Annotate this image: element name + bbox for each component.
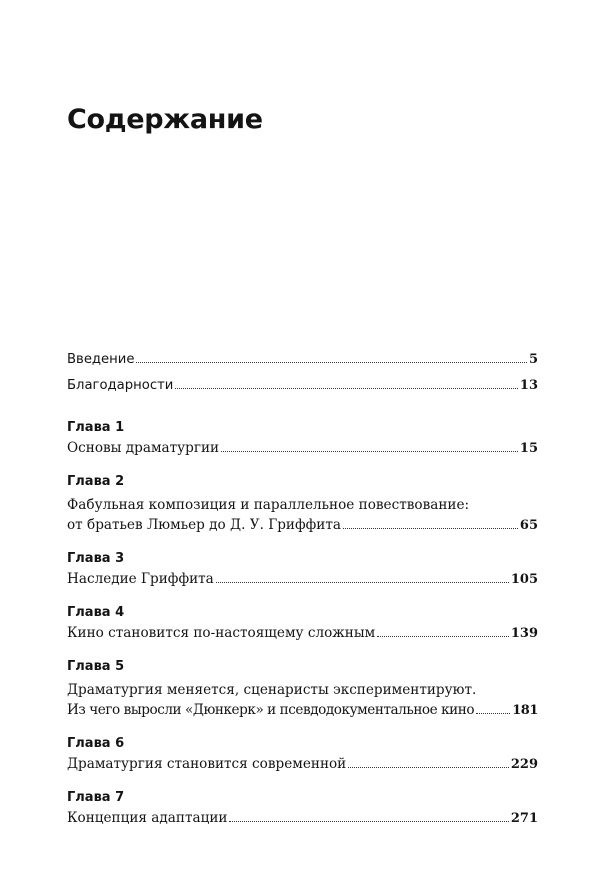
toc-page-number: 139 xyxy=(510,626,538,641)
dot-leader xyxy=(175,388,518,389)
toc-page-number: 229 xyxy=(510,757,538,772)
dot-leader xyxy=(229,821,508,822)
chapter-title: от братьев Люмьер до Д. У. Гриффита xyxy=(67,517,341,533)
table-of-contents xyxy=(67,352,538,840)
toc-chapter-title-row xyxy=(67,517,538,540)
chapter-label: Глава 7 xyxy=(67,790,125,805)
chapter-title: Кино становится по-настоящему сложным xyxy=(67,625,376,641)
toc-chapter-1[interactable] xyxy=(67,416,538,463)
toc-page-number: 65 xyxy=(519,518,538,533)
chapter-label: Глава 6 xyxy=(67,736,125,751)
chapter-label: Глава 3 xyxy=(67,551,125,566)
toc-entry-acknowledgements[interactable] xyxy=(67,378,538,404)
toc-chapter-title-row xyxy=(67,440,538,463)
toc-chapter-5[interactable] xyxy=(67,655,538,725)
chapter-title: Наследие Гриффита xyxy=(67,571,214,587)
toc-chapter-title-row xyxy=(67,756,538,779)
chapter-title: Из чего выросли «Дюнкерк» и псевдодокументальное кино xyxy=(67,702,475,718)
page-title: Содержание xyxy=(67,104,263,135)
dot-leader xyxy=(136,362,526,363)
toc-page-number: 13 xyxy=(519,378,538,393)
chapter-title: Основы драматургии xyxy=(67,440,220,456)
toc-page-number: 271 xyxy=(510,811,538,826)
toc-entry-label: Благодарности xyxy=(67,378,174,393)
chapter-title-line: Драматургия меняется, сценаристы экспериментируют. xyxy=(67,682,477,698)
toc-chapter-6[interactable] xyxy=(67,732,538,779)
dot-leader xyxy=(221,451,518,452)
chapter-label: Глава 2 xyxy=(67,474,125,489)
toc-chapter-title-row xyxy=(67,571,538,594)
toc-page-number: 5 xyxy=(528,352,538,367)
toc-page-number: 181 xyxy=(512,703,538,718)
chapter-label: Глава 1 xyxy=(67,420,125,435)
toc-chapter-7[interactable] xyxy=(67,786,538,833)
toc-chapter-2[interactable] xyxy=(67,470,538,540)
toc-chapter-title-row xyxy=(67,702,538,725)
toc-entry-label: Введение xyxy=(67,352,135,367)
chapter-label: Глава 5 xyxy=(67,659,125,674)
toc-chapter-title-row xyxy=(67,810,538,833)
dot-leader xyxy=(476,713,510,714)
toc-entry-introduction[interactable] xyxy=(67,352,538,378)
dot-leader xyxy=(377,636,509,637)
dot-leader xyxy=(343,528,518,529)
chapter-title-line: Фабульная композиция и параллельное повествование: xyxy=(67,497,470,513)
toc-chapter-3[interactable] xyxy=(67,547,538,594)
chapter-title: Концепция адаптации xyxy=(67,810,228,826)
toc-chapter-4[interactable] xyxy=(67,601,538,648)
toc-chapter-title-row xyxy=(67,625,538,648)
toc-page-number: 15 xyxy=(519,441,538,456)
dot-leader xyxy=(348,767,509,768)
chapter-label: Глава 4 xyxy=(67,605,125,620)
chapter-title: Драматургия становится современной xyxy=(67,756,347,772)
toc-page-number: 105 xyxy=(510,572,538,587)
dot-leader xyxy=(216,582,509,583)
